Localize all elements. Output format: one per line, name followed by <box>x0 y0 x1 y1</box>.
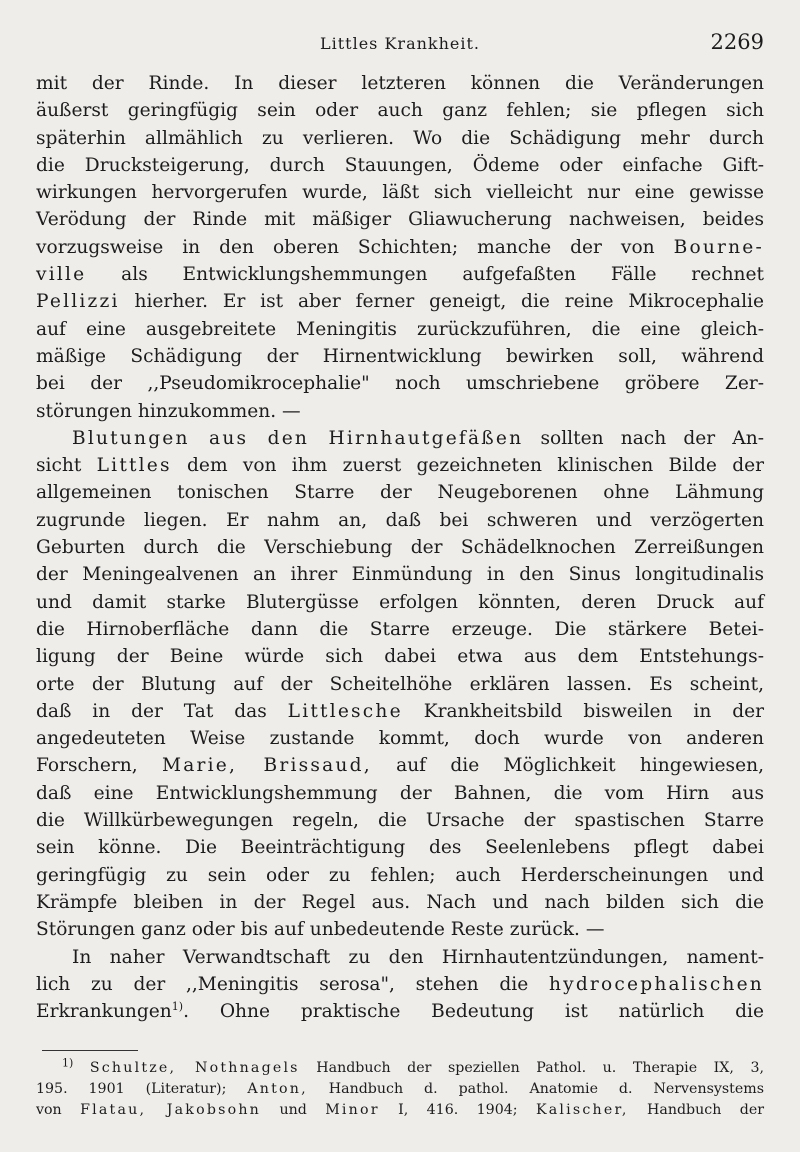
text-segment: hierher. Er ist aber ferner geneigt, die reine Mikrocephalie <box>134 291 764 313</box>
text-segment: Erkrankungen <box>36 1001 172 1023</box>
spaced-name: Kalischer, <box>535 1102 629 1118</box>
footnotes <box>36 1058 764 1121</box>
footnote-rule <box>42 1050 138 1051</box>
page-number: 2269 <box>710 30 764 54</box>
text-line: orte der Blutung auf der Scheitelhöhe erklären lassen. Es scheint, <box>36 673 764 695</box>
page-header <box>36 30 764 60</box>
text-line: die Willkürbewegungen regeln, die Ursache der spastischen Starre <box>36 810 764 832</box>
text-segment: auf die Möglichkeit hingewiesen, <box>396 755 764 777</box>
text-line <box>36 971 764 998</box>
spaced-name: Bourne- <box>673 236 764 258</box>
text-segment: lich zu der ,,Meningitis serosa", stehen die <box>36 973 529 995</box>
text-segment: sicht <box>36 455 82 477</box>
text-line: die Hirnoberfläche dann die Starre erzeuge. Die stärkere Betei- <box>36 618 764 640</box>
text-line: In naher Verwandtschaft zu den Hirnhautentzündungen, nament- <box>72 946 764 968</box>
text-segment: Forschern, <box>36 755 138 777</box>
text-line <box>36 288 764 315</box>
text-line <box>36 998 764 1025</box>
text-line: der Meningealvenen an ihrer Einmündung in den Sinus longitudinalis <box>36 564 764 586</box>
spaced-name: Anton, <box>247 1081 308 1097</box>
spaced-name: Schultze, Nothnagels <box>89 1060 300 1076</box>
text-line: späterhin allmählich zu verlieren. Wo die Schädigung mehr durch <box>36 127 764 149</box>
text-segment: Handbuch d. pathol. Anatomie d. Nervensystems <box>328 1081 765 1097</box>
text-segment: Handbuch der <box>646 1102 764 1118</box>
text-line <box>36 698 764 725</box>
text-line: wirkungen hervorgerufen wurde, läßt sich vielleicht nur eine gewisse <box>36 182 764 204</box>
footnote-line <box>36 1079 764 1100</box>
text-segment: . Ohne praktische Bedeutung ist natürlich die <box>183 1001 764 1023</box>
text-line: allgemeinen tonischen Starre der Neugeborenen ohne Lähmung <box>36 482 764 504</box>
text-segment: von <box>36 1102 62 1118</box>
spaced-name: ville <box>36 264 87 286</box>
spaced-name: Marie, Brissaud, <box>161 755 372 777</box>
text-line: zugrunde liegen. Er nahm an, daß bei schweren und verzögerten <box>36 509 764 531</box>
text-segment: sollten nach der An- <box>540 427 764 449</box>
text-segment: dem von ihm zuerst gezeichneten klinischen Bilde der <box>187 455 764 477</box>
text-line <box>36 261 764 288</box>
text-segment: und <box>279 1102 307 1118</box>
running-head: Littles Krankheit. <box>319 34 481 53</box>
spaced-name: Littlesche <box>287 700 403 722</box>
text-line: und damit starke Blutergüsse erfolgen könnten, deren Druck auf <box>36 591 764 613</box>
text-line: die Drucksteigerung, durch Stauungen, Ödeme oder einfache Gift- <box>36 154 764 176</box>
text-line: sein könne. Die Beeinträchtigung des Seelenlebens pflegt dabei <box>36 837 764 859</box>
text-segment: 195. 1901 (Literatur); <box>36 1081 227 1097</box>
text-line: Geburten durch die Verschiebung der Schädelknochen Zerreißungen <box>36 537 764 559</box>
text-line: mäßige Schädigung der Hirnentwicklung bewirken soll, während <box>36 345 764 367</box>
spaced-term: Blutungen aus den Hirnhautgefäßen <box>72 427 524 449</box>
spaced-name: Littles <box>96 455 172 477</box>
text-line: Störungen ganz oder bis auf unbedeutende Reste zurück. — <box>36 919 605 941</box>
text-line <box>36 452 764 479</box>
footnote-line <box>36 1058 764 1079</box>
footnote-line <box>36 1100 764 1121</box>
text-line: daß eine Entwicklungshemmung der Bahnen, die vom Hirn aus <box>36 782 764 804</box>
text-line: Krämpfe bleiben in der Regel aus. Nach und nach bilden sich die <box>36 891 764 913</box>
text-segment: vorzugsweise in den oberen Schichten; manche der von <box>36 236 655 258</box>
body-text <box>36 70 764 1025</box>
text-segment: Handbuch der speziellen Pathol. u. Therapie IX, 3, <box>316 1060 764 1076</box>
text-segment: I, 416. 1904; <box>398 1102 518 1118</box>
footnote-marker: 1) <box>62 1056 74 1070</box>
text-segment: Krankheitsbild bisweilen in der <box>423 700 765 722</box>
text-line: ligung der Beine würde sich dabei etwa aus dem Entstehungs- <box>36 646 764 668</box>
footnote-ref: 1) <box>171 999 184 1013</box>
text-segment: als Entwicklungshemmungen aufgefaßten Fälle rechnet <box>121 264 764 286</box>
text-line: äußerst geringfügig sein oder auch ganz fehlen; sie pflegen sich <box>36 100 764 122</box>
spaced-term: hydrocephalischen <box>548 973 764 995</box>
text-line: Verödung der Rinde mit mäßiger Gliawucherung nachweisen, beides <box>36 209 764 231</box>
text-segment: daß in der Tat das <box>36 700 267 722</box>
text-line: mit der Rinde. In dieser letzteren können die Veränderungen <box>36 73 764 94</box>
text-line: bei der ,,Pseudomikrocephalie" noch umschriebene gröbere Zer- <box>36 373 764 395</box>
spaced-name: Minor <box>325 1102 380 1118</box>
text-line: geringfügig zu sein oder zu fehlen; auch Herderscheinungen und <box>36 864 764 886</box>
spaced-name: Flatau, Jakobsohn <box>80 1102 262 1118</box>
text-line <box>36 425 764 452</box>
spaced-name: Pellizzi <box>36 291 120 313</box>
text-line: störungen hinzukommen. — <box>36 400 301 422</box>
text-line: auf eine ausgebreitete Meningitis zurückzuführen, die eine gleich- <box>36 318 764 340</box>
text-line: angedeuteten Weise zustande kommt, doch wurde von anderen <box>36 728 764 750</box>
text-line <box>36 752 764 779</box>
text-line <box>36 234 764 261</box>
